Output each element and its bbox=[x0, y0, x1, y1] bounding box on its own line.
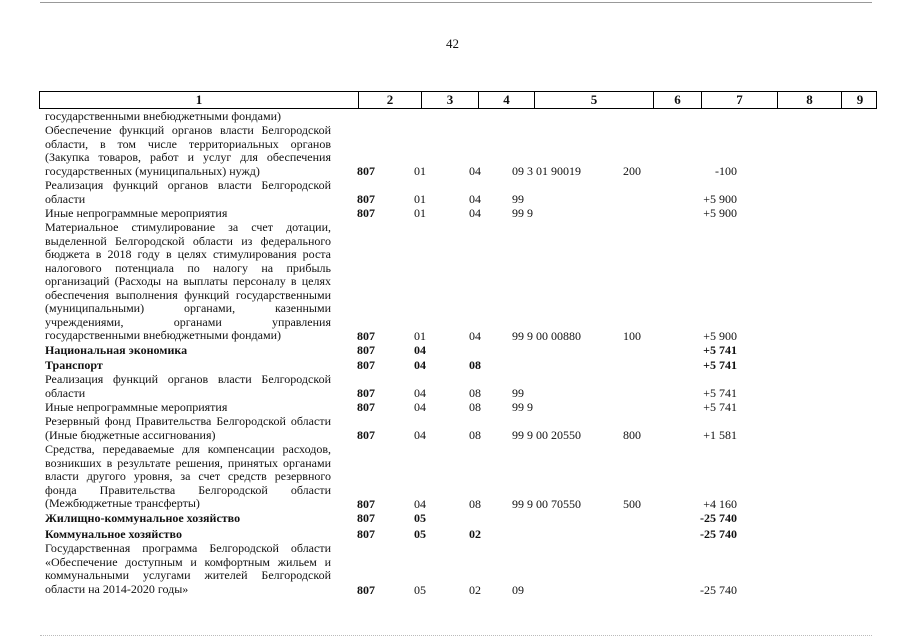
table-row bbox=[0, 124, 905, 179]
row-description: Материальное стимулирование за счет дотации, выделенной Белгородской области из федерального бюджета в 2018 году в целях стимулирования роста налогового потенциала по налогу на прибыль организаций (Расходы на выплаты персоналу в целях обеспечения выполнения функций государственными (муниципальными) органами, казенными учреждениями, органами управления государственными внебюджетными фондами) bbox=[45, 220, 331, 342]
cell-col-5: 09 bbox=[512, 583, 524, 597]
table-row bbox=[0, 221, 905, 344]
cell-col-7: +5 741 bbox=[703, 386, 737, 400]
header-col-5: 5 bbox=[535, 92, 654, 108]
header-col-4: 4 bbox=[479, 92, 535, 108]
cell-col-2: 807 bbox=[357, 511, 375, 525]
row-description: Национальная экономика bbox=[45, 343, 188, 357]
cell-col-5: 99 9 00 20550 bbox=[512, 428, 581, 442]
cell-col-7: -100 bbox=[715, 164, 737, 178]
cell-col-4: 04 bbox=[469, 192, 481, 206]
table-row bbox=[0, 359, 905, 373]
table-row bbox=[0, 110, 905, 124]
cell-col-2: 807 bbox=[357, 527, 375, 541]
row-description: Иные непрограммные мероприятия bbox=[45, 400, 228, 414]
cell-col-7: +5 741 bbox=[703, 400, 737, 414]
row-description: Средства, передаваемые для компенсации расходов, возникших в результате решения, принятых органами власти другого уровня, за счет средств резервного фонда Правительства Белгородской области (Межбюджетные трансферты) bbox=[45, 442, 331, 510]
cell-col-5: 99 9 00 70550 bbox=[512, 497, 581, 511]
cell-col-4: 04 bbox=[469, 329, 481, 343]
cell-col-5: 99 9 bbox=[512, 400, 533, 414]
cell-col-4: 08 bbox=[469, 358, 481, 372]
header-col-7: 7 bbox=[702, 92, 778, 108]
header-col-9: 9 bbox=[856, 92, 864, 107]
row-description: Иные непрограммные мероприятия bbox=[45, 206, 228, 220]
cell-col-3: 01 bbox=[414, 206, 426, 220]
table-row bbox=[0, 528, 905, 542]
cell-col-7: +5 900 bbox=[703, 329, 737, 343]
row-description: Государственная программа Белгородской области «Обеспечение доступным и комфортным жильем и коммунальными услугами жителей Белгородской области на 2014-2020 годы» bbox=[45, 541, 331, 596]
table-row bbox=[0, 344, 905, 359]
cell-col-4: 08 bbox=[469, 386, 481, 400]
row-description: Коммунальное хозяйство bbox=[45, 527, 182, 541]
cell-col-2: 807 bbox=[357, 164, 375, 178]
row-description: Транспорт bbox=[45, 358, 103, 372]
cell-col-4: 08 bbox=[469, 497, 481, 511]
cell-col-4: 04 bbox=[469, 164, 481, 178]
header-col-2: 2 bbox=[359, 92, 422, 108]
table-row bbox=[0, 207, 905, 221]
cell-col-6: 200 bbox=[623, 164, 641, 178]
cell-col-2: 807 bbox=[357, 343, 375, 357]
header-col-1: 1 bbox=[40, 92, 359, 108]
cell-col-3: 05 bbox=[414, 583, 426, 597]
cell-col-2: 807 bbox=[357, 386, 375, 400]
table-row bbox=[0, 415, 905, 443]
row-description: государственными внебюджетными фондами) bbox=[45, 109, 282, 123]
cell-col-7: +5 900 bbox=[703, 206, 737, 220]
cell-col-7: -25 740 bbox=[700, 511, 737, 525]
cell-col-3: 04 bbox=[414, 400, 426, 414]
header-col-3: 3 bbox=[422, 92, 479, 108]
cell-col-3: 04 bbox=[414, 428, 426, 442]
cell-col-3: 04 bbox=[414, 386, 426, 400]
cell-col-2: 807 bbox=[357, 583, 375, 597]
row-description: Жилищно-коммунальное хозяйство bbox=[45, 511, 241, 525]
cell-col-6: 100 bbox=[623, 329, 641, 343]
cell-col-2: 807 bbox=[357, 497, 375, 511]
header-col-8: 8 bbox=[778, 92, 842, 108]
page-number: 42 bbox=[446, 36, 459, 51]
cell-col-4: 08 bbox=[469, 428, 481, 442]
table-row bbox=[0, 512, 905, 528]
row-description: Обеспечение функций органов власти Белгородской области, в том числе территориальных органов (Закупка товаров, работ и услуг для обеспечения государственных (муниципальных) нужд) bbox=[45, 123, 331, 178]
cell-col-5: 09 3 01 90019 bbox=[512, 164, 581, 178]
top-border-line bbox=[40, 2, 872, 3]
cell-col-3: 05 bbox=[414, 511, 426, 525]
cell-col-7: +5 741 bbox=[703, 343, 737, 357]
table-row bbox=[0, 179, 905, 207]
cell-col-7: +1 581 bbox=[703, 428, 737, 442]
cell-col-2: 807 bbox=[357, 428, 375, 442]
cell-col-7: +5 741 bbox=[703, 358, 737, 372]
cell-col-3: 04 bbox=[414, 343, 426, 357]
cell-col-4: 02 bbox=[469, 583, 481, 597]
cell-col-2: 807 bbox=[357, 329, 375, 343]
table-header bbox=[39, 91, 877, 109]
cell-col-5: 99 bbox=[512, 386, 524, 400]
cell-col-7: -25 740 bbox=[700, 527, 737, 541]
cell-col-4: 08 bbox=[469, 400, 481, 414]
cell-col-6: 500 bbox=[623, 497, 641, 511]
table-row bbox=[0, 443, 905, 512]
row-description: Реализация функций органов власти Белгородской области bbox=[45, 178, 331, 206]
table-row bbox=[0, 373, 905, 401]
cell-col-2: 807 bbox=[357, 358, 375, 372]
cell-col-7: -25 740 bbox=[700, 583, 737, 597]
cell-col-3: 01 bbox=[414, 192, 426, 206]
cell-col-2: 807 bbox=[357, 206, 375, 220]
cell-col-5: 99 bbox=[512, 192, 524, 206]
cell-col-3: 01 bbox=[414, 164, 426, 178]
cell-col-2: 807 bbox=[357, 192, 375, 206]
cell-col-3: 04 bbox=[414, 497, 426, 511]
table-row bbox=[0, 401, 905, 415]
row-description: Реализация функций органов власти Белгородской области bbox=[45, 372, 331, 400]
cell-col-3: 01 bbox=[414, 329, 426, 343]
cell-col-4: 04 bbox=[469, 206, 481, 220]
cell-col-3: 04 bbox=[414, 358, 426, 372]
cell-col-2: 807 bbox=[357, 400, 375, 414]
cell-col-3: 05 bbox=[414, 527, 426, 541]
row-description: Резервный фонд Правительства Белгородской области (Иные бюджетные ассигнования) bbox=[45, 414, 331, 442]
cell-col-6: 800 bbox=[623, 428, 641, 442]
bottom-scan-line bbox=[40, 635, 872, 636]
table-row bbox=[0, 542, 905, 598]
table-body bbox=[0, 110, 905, 598]
header-col-6: 6 bbox=[654, 92, 702, 108]
cell-col-4: 02 bbox=[469, 527, 481, 541]
cell-col-5: 99 9 bbox=[512, 206, 533, 220]
cell-col-7: +5 900 bbox=[703, 192, 737, 206]
cell-col-7: +4 160 bbox=[703, 497, 737, 511]
cell-col-5: 99 9 00 00880 bbox=[512, 329, 581, 343]
